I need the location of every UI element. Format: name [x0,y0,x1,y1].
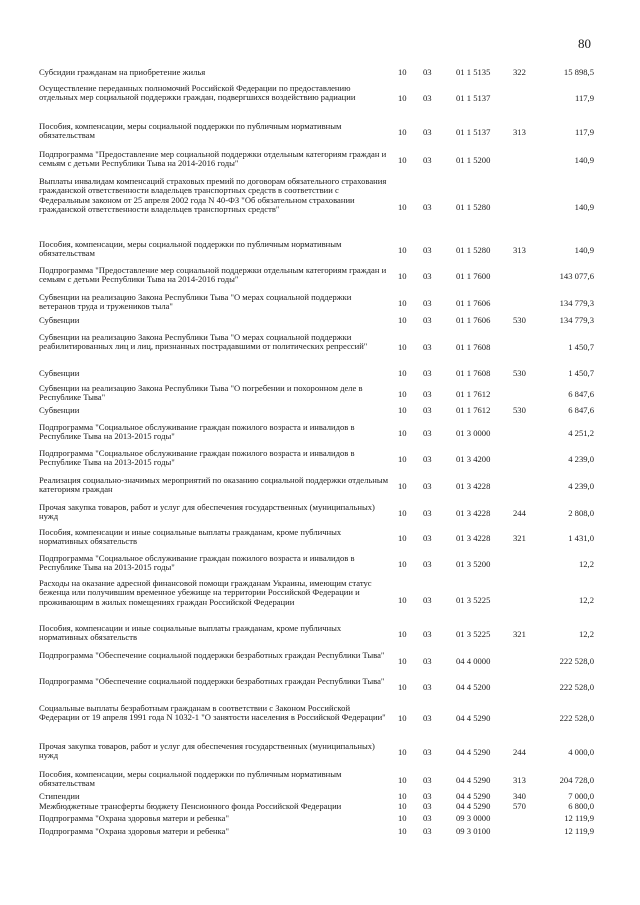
row-pr: 03 [423,656,432,666]
table-row [0,384,640,404]
row-name: Социальные выплаты безработным гражданам в соответствии с Законом Российской Федерации от 19 апреля 1991 года N 1032-1 "О занятости населения в Российской Федерации" [39,703,386,723]
row-sum: 2 808,0 [568,508,594,518]
row-sum: 12 119,9 [564,826,594,836]
row-cs: 01 1 7608 [456,368,491,378]
row-name: Субвенции на реализацию Закона Республики Тыва "О мерах социальной поддержки ветеранов труда и тружеников тыла" [39,292,352,312]
row-name: Стипендии [39,791,80,801]
row-pr: 03 [423,93,432,103]
row-name: Расходы на оказание адресной финансовой помощи гражданам Украины, имеющим статус беженца или получившим временное убежище на территории Российской Федерации и проживающим в жилых помещениях граждан Российской Федерации [39,578,372,607]
row-cs: 01 3 0000 [456,428,491,438]
row-rz: 10 [398,245,407,255]
row-cs: 01 3 5225 [456,629,491,639]
row-name: Подпрограмма "Социальное обслуживание граждан пожилого возраста и инвалидов в Республике Тыва на 2013-2015 годы" [39,422,355,442]
row-sum: 12 119,9 [564,813,594,823]
row-pr: 03 [423,559,432,569]
row-name: Субвенции [39,368,80,378]
row-name: Реализация социально-значимых мероприятий по оказанию социальной поддержки отдельным категориям граждан [39,475,389,495]
row-sum: 222 528,0 [559,682,594,692]
row-sum: 204 728,0 [559,775,594,785]
table-row [0,624,640,644]
row-rz: 10 [398,826,407,836]
row-pr: 03 [423,245,432,255]
row-pr: 03 [423,127,432,137]
row-pr: 03 [423,481,432,491]
row-pr: 03 [423,508,432,518]
row-cs: 01 1 7608 [456,342,491,352]
row-name: Межбюджетные трансферты бюджету Пенсионного фонда Российской Федерации [39,801,342,811]
row-sum: 134 779,3 [559,298,594,308]
table-row [0,449,640,469]
row-rz: 10 [398,315,407,325]
row-name: Пособия, компенсации, меры социальной поддержки по публичным нормативным обязательствам [39,121,342,141]
row-sum: 222 528,0 [559,656,594,666]
table-row [0,704,640,734]
row-pr: 03 [423,747,432,757]
row-name: Подпрограмма "Социальное обслуживание граждан пожилого возраста и инвалидов в Республике Тыва на 2013-2015 годы" [39,553,355,573]
row-rz: 10 [398,775,407,785]
row-sum: 15 898,5 [563,67,594,77]
row-sum: 4 239,0 [568,481,594,491]
row-name: Подпрограмма "Предоставление мер социальной поддержки отдельным категориям граждан и семьям с детьми Республики Тыва на 2014-2016 годы" [39,265,387,285]
row-sum: 4 239,0 [568,454,594,464]
table-row [0,150,640,170]
row-cs: 01 1 5135 [456,67,491,77]
row-cs: 04 4 5200 [456,682,491,692]
row-cs: 04 4 5290 [456,801,491,811]
row-cs: 01 1 5137 [456,93,491,103]
row-name: Субвенции на реализацию Закона Республики Тыва "О погребении и похоронном деле в Республике Тыва" [39,383,363,403]
row-sum: 6 800,0 [568,801,594,811]
row-name: Пособия, компенсации и иные социальные выплаты гражданам, кроме публичных нормативных обязательств [39,623,342,643]
row-rz: 10 [398,595,407,605]
row-sum: 1 431,0 [568,533,594,543]
row-vr: 313 [513,775,526,785]
table-row [0,554,640,574]
table-row [0,677,640,697]
row-sum: 12,2 [578,629,594,639]
row-vr: 244 [513,508,526,518]
row-name: Выплаты инвалидам компенсаций страховых премий по договорам обязательного страхования гражданской ответственности владельцев транспортных средств в соответствии с Федеральным законом от 25 апреля 2002 года N 40-ФЗ "Об обязательном страховании гражданской ответственности владельцев транспортных средств" [39,176,387,215]
row-cs: 01 1 5280 [456,245,491,255]
row-rz: 10 [398,405,407,415]
row-cs: 01 1 5200 [456,155,491,165]
table-row [0,423,640,443]
row-sum: 4 251,2 [568,428,594,438]
row-name: Прочая закупка товаров, работ и услуг для обеспечения государственных (муниципальных) нужд [39,502,375,522]
row-pr: 03 [423,775,432,785]
table-row [0,503,640,523]
row-rz: 10 [398,93,407,103]
row-cs: 01 1 7612 [456,405,491,415]
row-cs: 04 4 5290 [456,791,491,801]
row-rz: 10 [398,298,407,308]
row-vr: 313 [513,127,526,137]
table-row [0,240,640,260]
page-number: 80 [578,36,591,51]
row-sum: 222 528,0 [559,713,594,723]
row-rz: 10 [398,428,407,438]
row-rz: 10 [398,202,407,212]
table-row [0,293,640,313]
row-sum: 140,9 [574,202,594,212]
row-sum: 7 000,0 [568,791,594,801]
row-pr: 03 [423,389,432,399]
row-pr: 03 [423,298,432,308]
row-rz: 10 [398,533,407,543]
table-row [0,84,640,114]
row-pr: 03 [423,428,432,438]
row-name: Пособия, компенсации и иные социальные выплаты гражданам, кроме публичных нормативных обязательств [39,527,342,547]
row-name: Субвенции на реализацию Закона Республики Тыва "О мерах социальной поддержки реабилитированных лиц и лиц, признанных пострадавшими от политических репрессий" [39,332,368,352]
row-name: Подпрограмма "Охрана здоровья матери и ребенка" [39,813,229,823]
row-rz: 10 [398,368,407,378]
row-sum: 143 077,6 [559,271,594,281]
row-vr: 530 [513,405,526,415]
row-name: Пособия, компенсации, меры социальной поддержки по публичным нормативным обязательствам [39,239,342,259]
row-name: Прочая закупка товаров, работ и услуг для обеспечения государственных (муниципальных) нужд [39,741,375,761]
row-pr: 03 [423,713,432,723]
row-vr: 313 [513,245,526,255]
row-cs: 01 3 4228 [456,481,491,491]
table-row [0,333,640,363]
row-sum: 1 450,7 [568,368,594,378]
row-cs: 01 1 7606 [456,298,491,308]
row-name: Субвенции [39,405,80,415]
row-rz: 10 [398,713,407,723]
table-row [0,827,640,837]
row-sum: 117,9 [574,127,594,137]
table-row [0,528,640,548]
row-cs: 04 4 5290 [456,747,491,757]
row-sum: 1 450,7 [568,342,594,352]
row-rz: 10 [398,155,407,165]
row-cs: 01 3 4228 [456,533,491,543]
row-sum: 12,2 [578,595,594,605]
row-name: Осуществление переданных полномочий Российской Федерации по предоставлению отдельных мер социальной поддержки граждан, подвергшихся воздействию радиации [39,83,356,103]
table-row [0,177,640,235]
row-vr: 570 [513,801,526,811]
table-row [0,369,640,381]
row-name: Подпрограмма "Охрана здоровья матери и ребенка" [39,826,229,836]
row-name: Пособия, компенсации, меры социальной поддержки по публичным нормативным обязательствам [39,769,342,789]
row-name: Подпрограмма "Социальное обслуживание граждан пожилого возраста и инвалидов в Республике Тыва на 2013-2015 годы" [39,448,355,468]
row-rz: 10 [398,67,407,77]
row-name: Подпрограмма "Обеспечение социальной поддержки безработных граждан Республики Тыва" [39,676,385,686]
row-rz: 10 [398,271,407,281]
table-row [0,579,640,619]
row-cs: 01 1 5137 [456,127,491,137]
row-sum: 4 000,0 [568,747,594,757]
row-pr: 03 [423,315,432,325]
table-row [0,742,640,762]
row-rz: 10 [398,481,407,491]
row-pr: 03 [423,682,432,692]
row-pr: 03 [423,595,432,605]
row-cs: 01 1 5280 [456,202,491,212]
row-rz: 10 [398,508,407,518]
row-pr: 03 [423,629,432,639]
row-vr: 321 [513,533,526,543]
row-rz: 10 [398,656,407,666]
row-rz: 10 [398,791,407,801]
row-rz: 10 [398,813,407,823]
row-sum: 6 847,6 [568,405,594,415]
row-pr: 03 [423,801,432,811]
table-row [0,122,640,142]
row-rz: 10 [398,747,407,757]
row-pr: 03 [423,405,432,415]
row-rz: 10 [398,801,407,811]
row-sum: 12,2 [578,559,594,569]
row-cs: 01 3 5200 [456,559,491,569]
row-cs: 01 3 4200 [456,454,491,464]
table-row [0,316,640,328]
row-sum: 6 847,6 [568,389,594,399]
table-row [0,814,640,824]
row-cs: 09 3 0000 [456,813,491,823]
row-cs: 01 1 7612 [456,389,491,399]
row-pr: 03 [423,271,432,281]
row-cs: 01 3 5225 [456,595,491,605]
row-sum: 117,9 [574,93,594,103]
row-vr: 244 [513,747,526,757]
row-name: Подпрограмма "Предоставление мер социальной поддержки отдельным категориям граждан и семьям с детьми Республики Тыва на 2014-2016 годы" [39,149,387,169]
row-cs: 01 1 7606 [456,315,491,325]
row-sum: 140,9 [574,155,594,165]
row-rz: 10 [398,127,407,137]
row-sum: 134 779,3 [559,315,594,325]
row-pr: 03 [423,533,432,543]
table-row [0,68,640,80]
table-row [0,802,640,812]
row-rz: 10 [398,342,407,352]
row-rz: 10 [398,454,407,464]
row-rz: 10 [398,389,407,399]
row-sum: 140,9 [574,245,594,255]
row-pr: 03 [423,826,432,836]
row-vr: 340 [513,791,526,801]
row-cs: 01 1 7600 [456,271,491,281]
row-name: Субвенции [39,315,80,325]
row-pr: 03 [423,368,432,378]
row-cs: 01 3 4228 [456,508,491,518]
table-row [0,266,640,286]
row-cs: 04 4 5290 [456,775,491,785]
row-pr: 03 [423,202,432,212]
row-pr: 03 [423,342,432,352]
row-vr: 321 [513,629,526,639]
table-row [0,770,640,790]
row-pr: 03 [423,791,432,801]
table-row [0,476,640,496]
row-name: Субсидии гражданам на приобретение жилья [39,67,206,77]
row-pr: 03 [423,67,432,77]
row-cs: 04 4 0000 [456,656,491,666]
row-rz: 10 [398,629,407,639]
row-cs: 04 4 5290 [456,713,491,723]
table-row [0,406,640,418]
table-row [0,651,640,671]
row-vr: 530 [513,368,526,378]
row-rz: 10 [398,682,407,692]
row-pr: 03 [423,813,432,823]
row-cs: 09 3 0100 [456,826,491,836]
row-vr: 530 [513,315,526,325]
row-pr: 03 [423,454,432,464]
row-name: Подпрограмма "Обеспечение социальной поддержки безработных граждан Республики Тыва" [39,650,385,660]
row-pr: 03 [423,155,432,165]
row-vr: 322 [513,67,526,77]
row-rz: 10 [398,559,407,569]
